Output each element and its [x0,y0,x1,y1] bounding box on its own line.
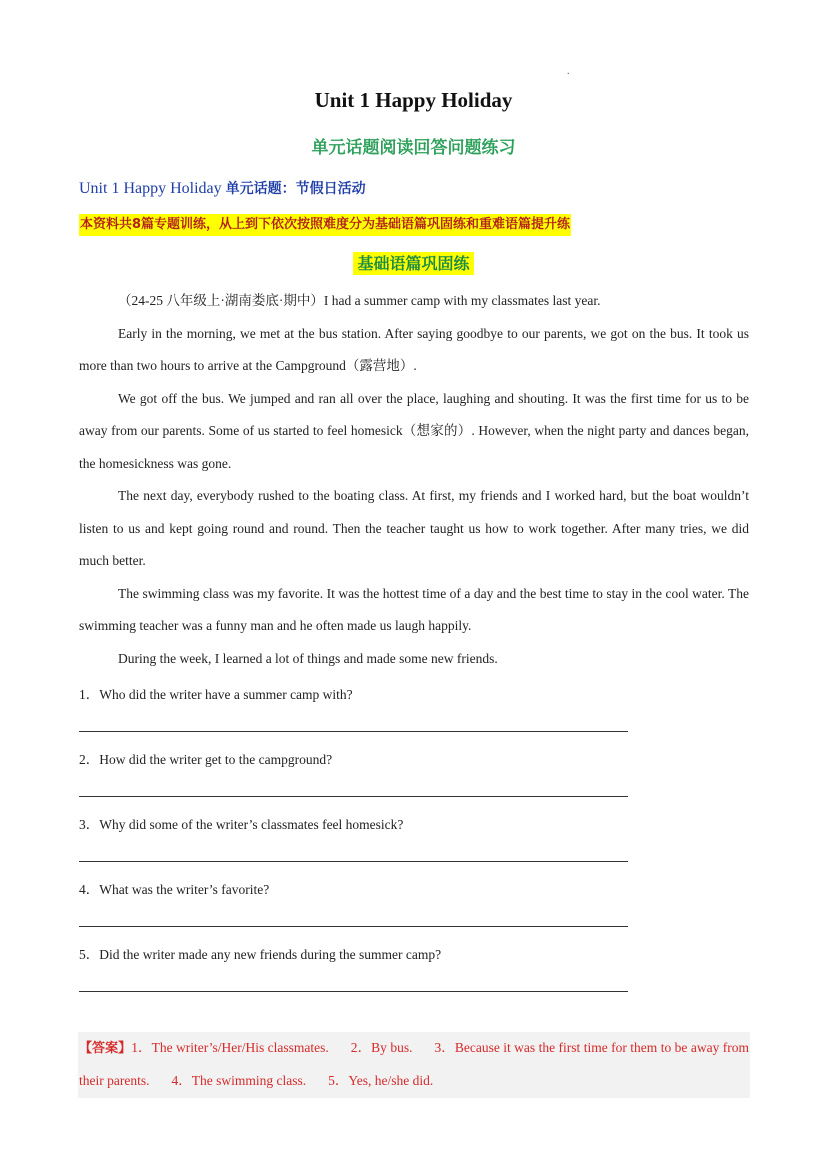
question-5: 5．Did the writer made any new friends during the summer camp? [79,947,442,962]
question-1: 1．Who did the writer have a summer camp with? [79,687,353,702]
unit-topic-prefix: Unit 1 Happy Holiday [79,180,226,197]
question-4: 4．What was the writer’s favorite? [79,882,270,897]
question-2: 2．How did the writer get to the campground? [79,752,333,767]
unit-topic-line [79,178,366,198]
answer-line-2[interactable] [79,796,628,797]
passage-paragraph: We got off the bus. We jumped and ran all over the place, laughing and shouting. It was the first time for us to be away from our parents. Some of us started to feel homesick（想家的）. However, when the night party and dances began, the homesickness was gone. [79,390,749,471]
answer-item: 1．The writer’s/Her/His classmates. [131,1040,329,1055]
answer-item: 5．Yes, he/she did. [328,1073,434,1088]
answer-line-1[interactable] [79,731,628,732]
answer-item: 3．Because it was the first time for them to be away from their parents. [79,1040,749,1088]
section-heading-label: 基础语篇巩固练 [353,252,473,275]
unit-topic-label: 单元话题：节假日活动 [225,181,366,197]
answer-line-4[interactable] [79,926,628,927]
section-heading [0,251,827,274]
answer-box [78,1032,750,1098]
page-subtitle: 单元话题阅读回答问题练习 [311,138,516,158]
notice-banner: 本资料共8篇专题训练，从上到下依次按照难度分为基础语篇巩固练和重难语篇提升练 [79,214,571,236]
passage-paragraph: During the week, I learned a lot of things and made some new friends. [118,650,498,666]
passage-paragraph: The next day, everybody rushed to the boating class. At first, my friends and I worked hard, but the boat wouldn’t listen to us and kept going round and round. Then the teacher taught us how to work together. After many tries, we did much better. [79,488,749,568]
answer-tag: 【答案】 [79,1041,132,1056]
reading-passage [79,285,749,675]
passage-paragraph: （24-25 八年级上·湖南娄底·期中）I had a summer camp with my classmates last year. [118,293,601,308]
question-3: 3．Why did some of the writer’s classmates feel homesick? [79,817,404,832]
passage-paragraph: Early in the morning, we met at the bus station. After saying goodbye to our parents, we got on the bus. It took us more than two hours to arrive at the Campground（露营地）. [79,325,749,373]
answer-line-3[interactable] [79,861,628,862]
answer-item: 4．The swimming class. [171,1073,307,1088]
passage-paragraph: The swimming class was my favorite. It was the hottest time of a day and the best time to stay in the cool water. The swimming teacher was a funny man and he often made us laugh happily. [79,585,749,633]
answer-line-5[interactable] [79,991,628,992]
stray-dot: . [567,66,570,77]
page-title: Unit 1 Happy Holiday [314,88,513,112]
answer-item: 2．By bus. [350,1040,413,1055]
